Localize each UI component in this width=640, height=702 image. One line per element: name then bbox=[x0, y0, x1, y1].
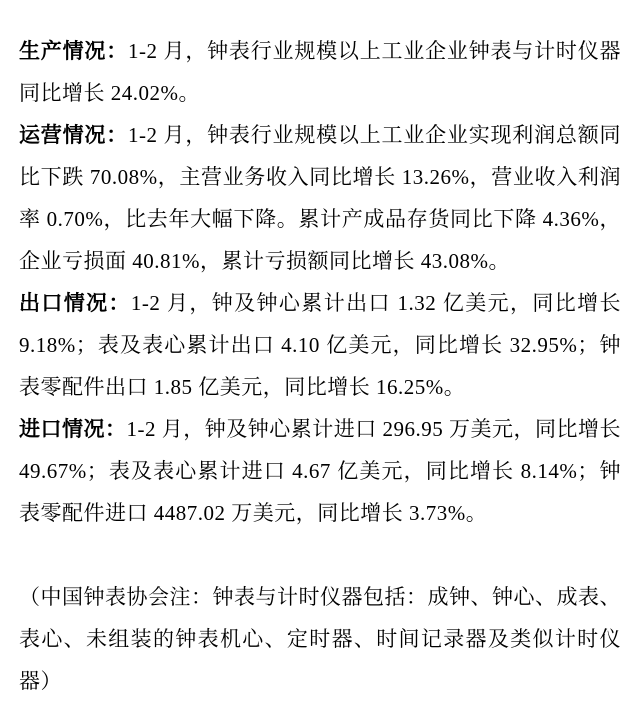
operation-section-label: 运营情况： bbox=[19, 123, 128, 147]
import-section-text: 1-2 月，钟及钟心累计进口 296.95 万美元，同比增长 49.67%；表及表心累计进口 4.67 亿美元，同比增长 8.14%；钟表零配件进口 4487.02 万美元，同比增长 3.73%。 bbox=[19, 417, 621, 525]
production-section-label: 生产情况： bbox=[19, 39, 128, 63]
export-section-text: 1-2 月，钟及钟心累计出口 1.32 亿美元，同比增长 9.18%；表及表心累计出口 4.10 亿美元，同比增长 32.95%；钟表零配件出口 1.85 亿美元，同比增长 16.25%。 bbox=[19, 291, 621, 399]
paragraph-operation bbox=[19, 114, 621, 282]
paragraph-import bbox=[19, 408, 621, 534]
import-section-label: 进口情况： bbox=[19, 417, 127, 441]
paragraph-export bbox=[19, 282, 621, 408]
operation-section-text: 1-2 月，钟表行业规模以上工业企业实现利润总额同比下跌 70.08%，主营业务收入同比增长 13.26%，营业收入利润率 0.70%，比去年大幅下降。累计产成品存货同比下降 4.36%，企业亏损面 40.81%，累计亏损额同比增长 43.08%。 bbox=[19, 123, 622, 273]
export-section-label: 出口情况： bbox=[19, 291, 131, 315]
paragraph-production bbox=[19, 30, 621, 114]
production-section-text: 1-2 月，钟表行业规模以上工业企业钟表与计时仪器同比增长 24.02%。 bbox=[19, 39, 622, 105]
association-note-paragraph: （中国钟表协会注：钟表与计时仪器包括：成钟、钟心、成表、表心、未组装的钟表机心、定时器、时间记录器及类似计时仪器） bbox=[19, 585, 621, 693]
